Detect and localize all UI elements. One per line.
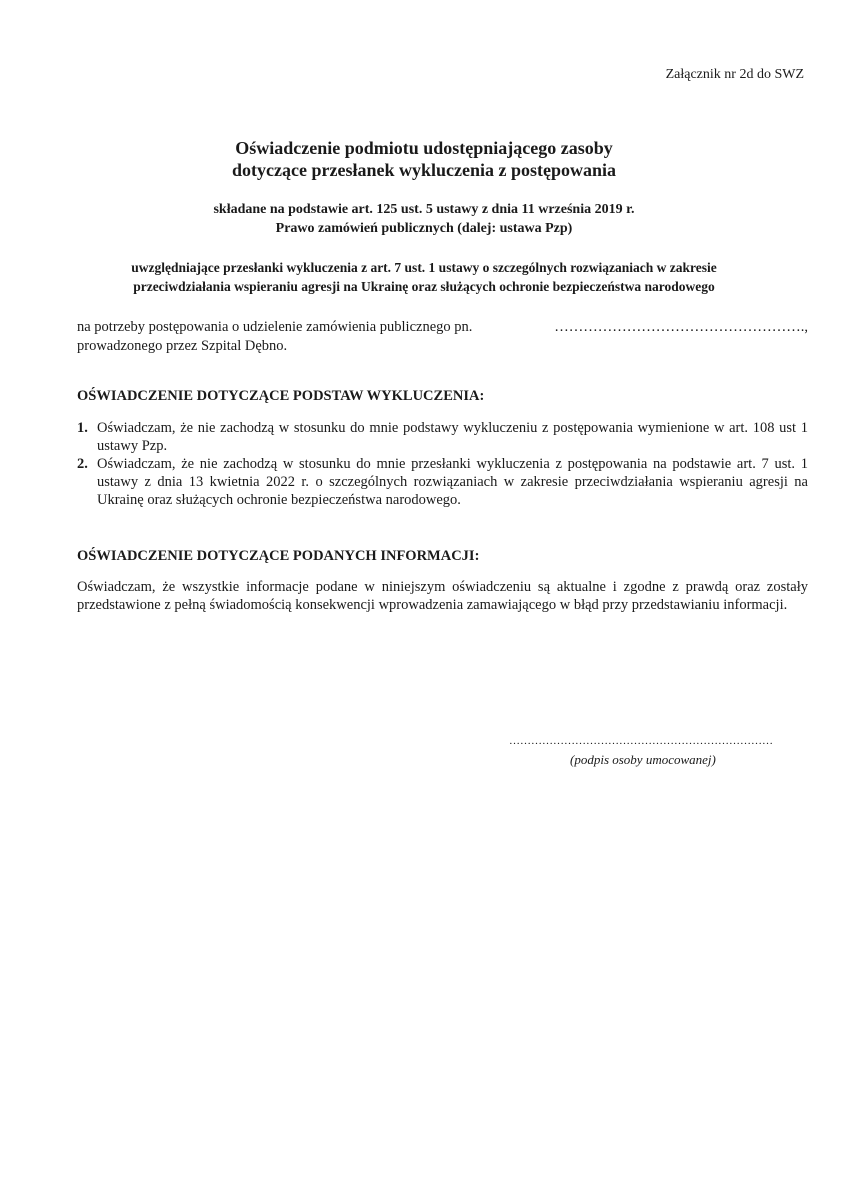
title-line-2: dotyczące przesłanek wykluczenia z postępowania [232,160,616,180]
list-item [77,419,808,455]
legal-basis-line-1: składane na podstawie art. 125 ust. 5 ustawy z dnia 11 września 2019 r. [213,202,635,217]
exclusion-scope [40,258,808,296]
list-item-text: Oświadczam, że nie zachodzą w stosunku do mnie przesłanki wykluczenia z postępowania na podstawie art. 7 ust. 1 ustawy z dnia 13 kwietnia 2022 r. o szczególnych rozwiązaniach w zakresie przeciwdziałania wspieraniu agresji na Ukrainę oraz służących ochronie bezpieczeństwa narodowego. [97,456,808,508]
list-item-number: 2. [77,456,88,472]
legal-basis-line-2: Prawo zamówień publicznych (dalej: ustawa Pzp) [275,221,573,236]
section-heading-exclusion: OŚWIADCZENIE DOTYCZĄCE PODSTAW WYKLUCZENIA: [77,388,485,404]
procurement-purpose [77,318,808,356]
exclusion-scope-line-1: uwzględniające przesłanki wykluczenia z art. 7 ust. 1 ustawy o szczególnych rozwiązaniach w zakresie [131,260,717,275]
legal-basis [0,200,848,238]
information-statement: Oświadczam, że wszystkie informacje podane w niniejszym oświadczeniu są aktualne i zgodne z prawdą oraz zostały przedstawione z pełną świadomością konsekwencji wprowadzenia zamawiającego w błąd przy przedstawianiu informacji. [77,579,808,613]
procurement-name-blank: ……………………………………………., [554,319,808,335]
document-title [0,137,848,181]
title-line-1: Oświadczenie podmiotu udostępniającego zasoby [235,138,613,158]
section-heading-information: OŚWIADCZENIE DOTYCZĄCE PODANYCH INFORMACJI: [77,548,480,564]
list-item-text: Oświadczam, że nie zachodzą w stosunku do mnie podstawy wykluczeniu z postępowania wymienione w art. 108 ust 1 ustawy Pzp. [97,420,808,454]
signature-label: (podpis osoby umocowanej) [570,752,716,767]
exclusion-scope-line-2: przeciwdziałania wspieraniu agresji na Ukrainę oraz służących ochronie bezpieczeństwa narodowego [133,279,715,294]
list-item [77,455,808,509]
annex-label: Załącznik nr 2d do SWZ [665,67,804,82]
exclusion-statements [77,419,808,509]
signature-line: ……………………………………………………………… [509,735,773,747]
purpose-lead: na potrzeby postępowania o udzielenie zamówienia publicznego pn. [77,319,473,335]
purpose-conducted-by: prowadzonego przez Szpital Dębno. [77,338,288,354]
list-item-number: 1. [77,420,88,436]
